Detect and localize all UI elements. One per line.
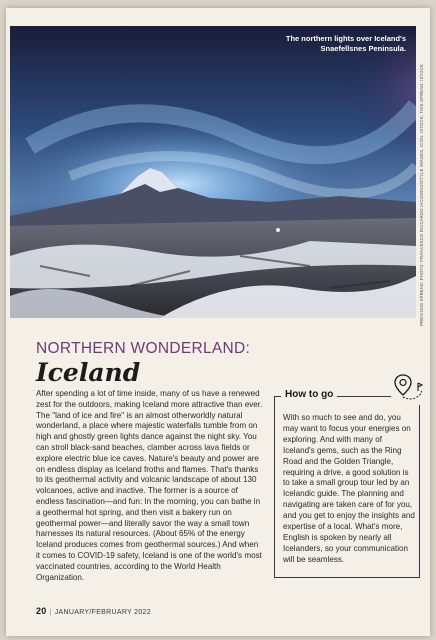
folio-divider: | [49,609,52,616]
how-to-go-box [274,389,420,578]
how-to-go-text: With so much to see and do, you may want to focus your energies on exploring. And with many of Iceland's gems, such as the Ring Road and the Golden Triangle, requiring a drive, a good solution is to take a small group tour led by an Icelandic guide. The planning and navigating are taken care of for you, and you get to enjoy the insights and expertise of a local. What's more, English is spoken by nearly all Icelanders, so your communication will be seamless. [283,413,415,564]
photo-caption: The northern lights over Iceland's Snaefellsnes Peninsula. [285,34,406,53]
article-body: After spending a lot of time inside, many of us have a renewed zest for the outdoors, making Iceland more attractive than ever. The "land of ice and fire" is an almost otherworldly natural wonderland, a place where majestic waterfalls tumble from on high and ghostly green lights dance against the night sky. You can stroll black-sand beaches, clamber across lava fields or explore electric blue ice caves. Nature's beauty and power are on endless display as Iceland froths and flames. That's thanks to its geothermal activity and volcanic landscape of about 130 volcanoes, active and inactive. The former is a source of endless fascination—and fun: In the morning, you can bathe in a geothermal hot spring, and then visit a bakery run on geothermal power—and literally savor the way a small town harnesses its natural resources. (About 65% of the energy Iceland produces comes from geothermal sources.) And when it comes to COVID-19 safety, Iceland is one of the world's most vaccinated countries, according to the World Health Organization. [36,389,263,582]
issue-date: JANUARY/FEBRUARY 2022 [54,609,151,616]
photo-credit: PREVIOUS SPREAD: PHOTO: FRANCESCO RICCARDO IACOMINO/STYLE IMAGES, ICON: ISTOCK; THIS SPREAD: ISTOCK [419,64,424,326]
page-folio [36,606,151,616]
map-pin-route-icon [391,371,425,405]
page-number: 20 [36,606,47,616]
article-title: Iceland [36,358,141,387]
northern-lights-photo [10,26,416,318]
how-to-go-heading: How to go [281,389,337,400]
article-kicker: NORTHERN WONDERLAND: [36,340,251,357]
magazine-page [6,8,430,636]
landscape-illustration [10,26,416,318]
